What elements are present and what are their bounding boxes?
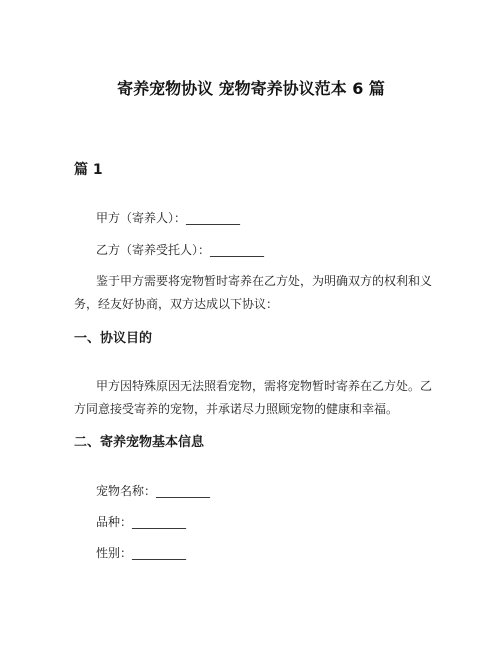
party-a-line: 甲方（寄养人）：_________ (96, 211, 241, 225)
document-title: 寄养宠物协议 宠物寄养协议范本 6 篇 (117, 79, 385, 98)
pet-gender-line: 性别：_________ (96, 546, 187, 560)
intro-paragraph: 鉴于甲方需要将宠物暂时寄养在乙方处，为明确双方的权利和义务，经友好协商，双方达成以下协议： (74, 274, 433, 311)
pet-breed-line: 品种：_________ (96, 515, 187, 529)
clause-1-heading: 一、协议目的 (74, 331, 153, 346)
party-b-line: 乙方（寄养受托人）：_________ (96, 243, 265, 257)
pet-name-line: 宠物名称：_________ (96, 484, 211, 498)
clause-2-heading: 二、寄养宠物基本信息 (74, 435, 205, 450)
section-heading: 篇 1 (74, 162, 103, 178)
clause-1-paragraph: 甲方因特殊原因无法照看宠物，需将宠物暂时寄养在乙方处。乙方同意接受寄养的宠物，并承诺尽力照顾宠物的健康和幸福。 (74, 379, 433, 416)
